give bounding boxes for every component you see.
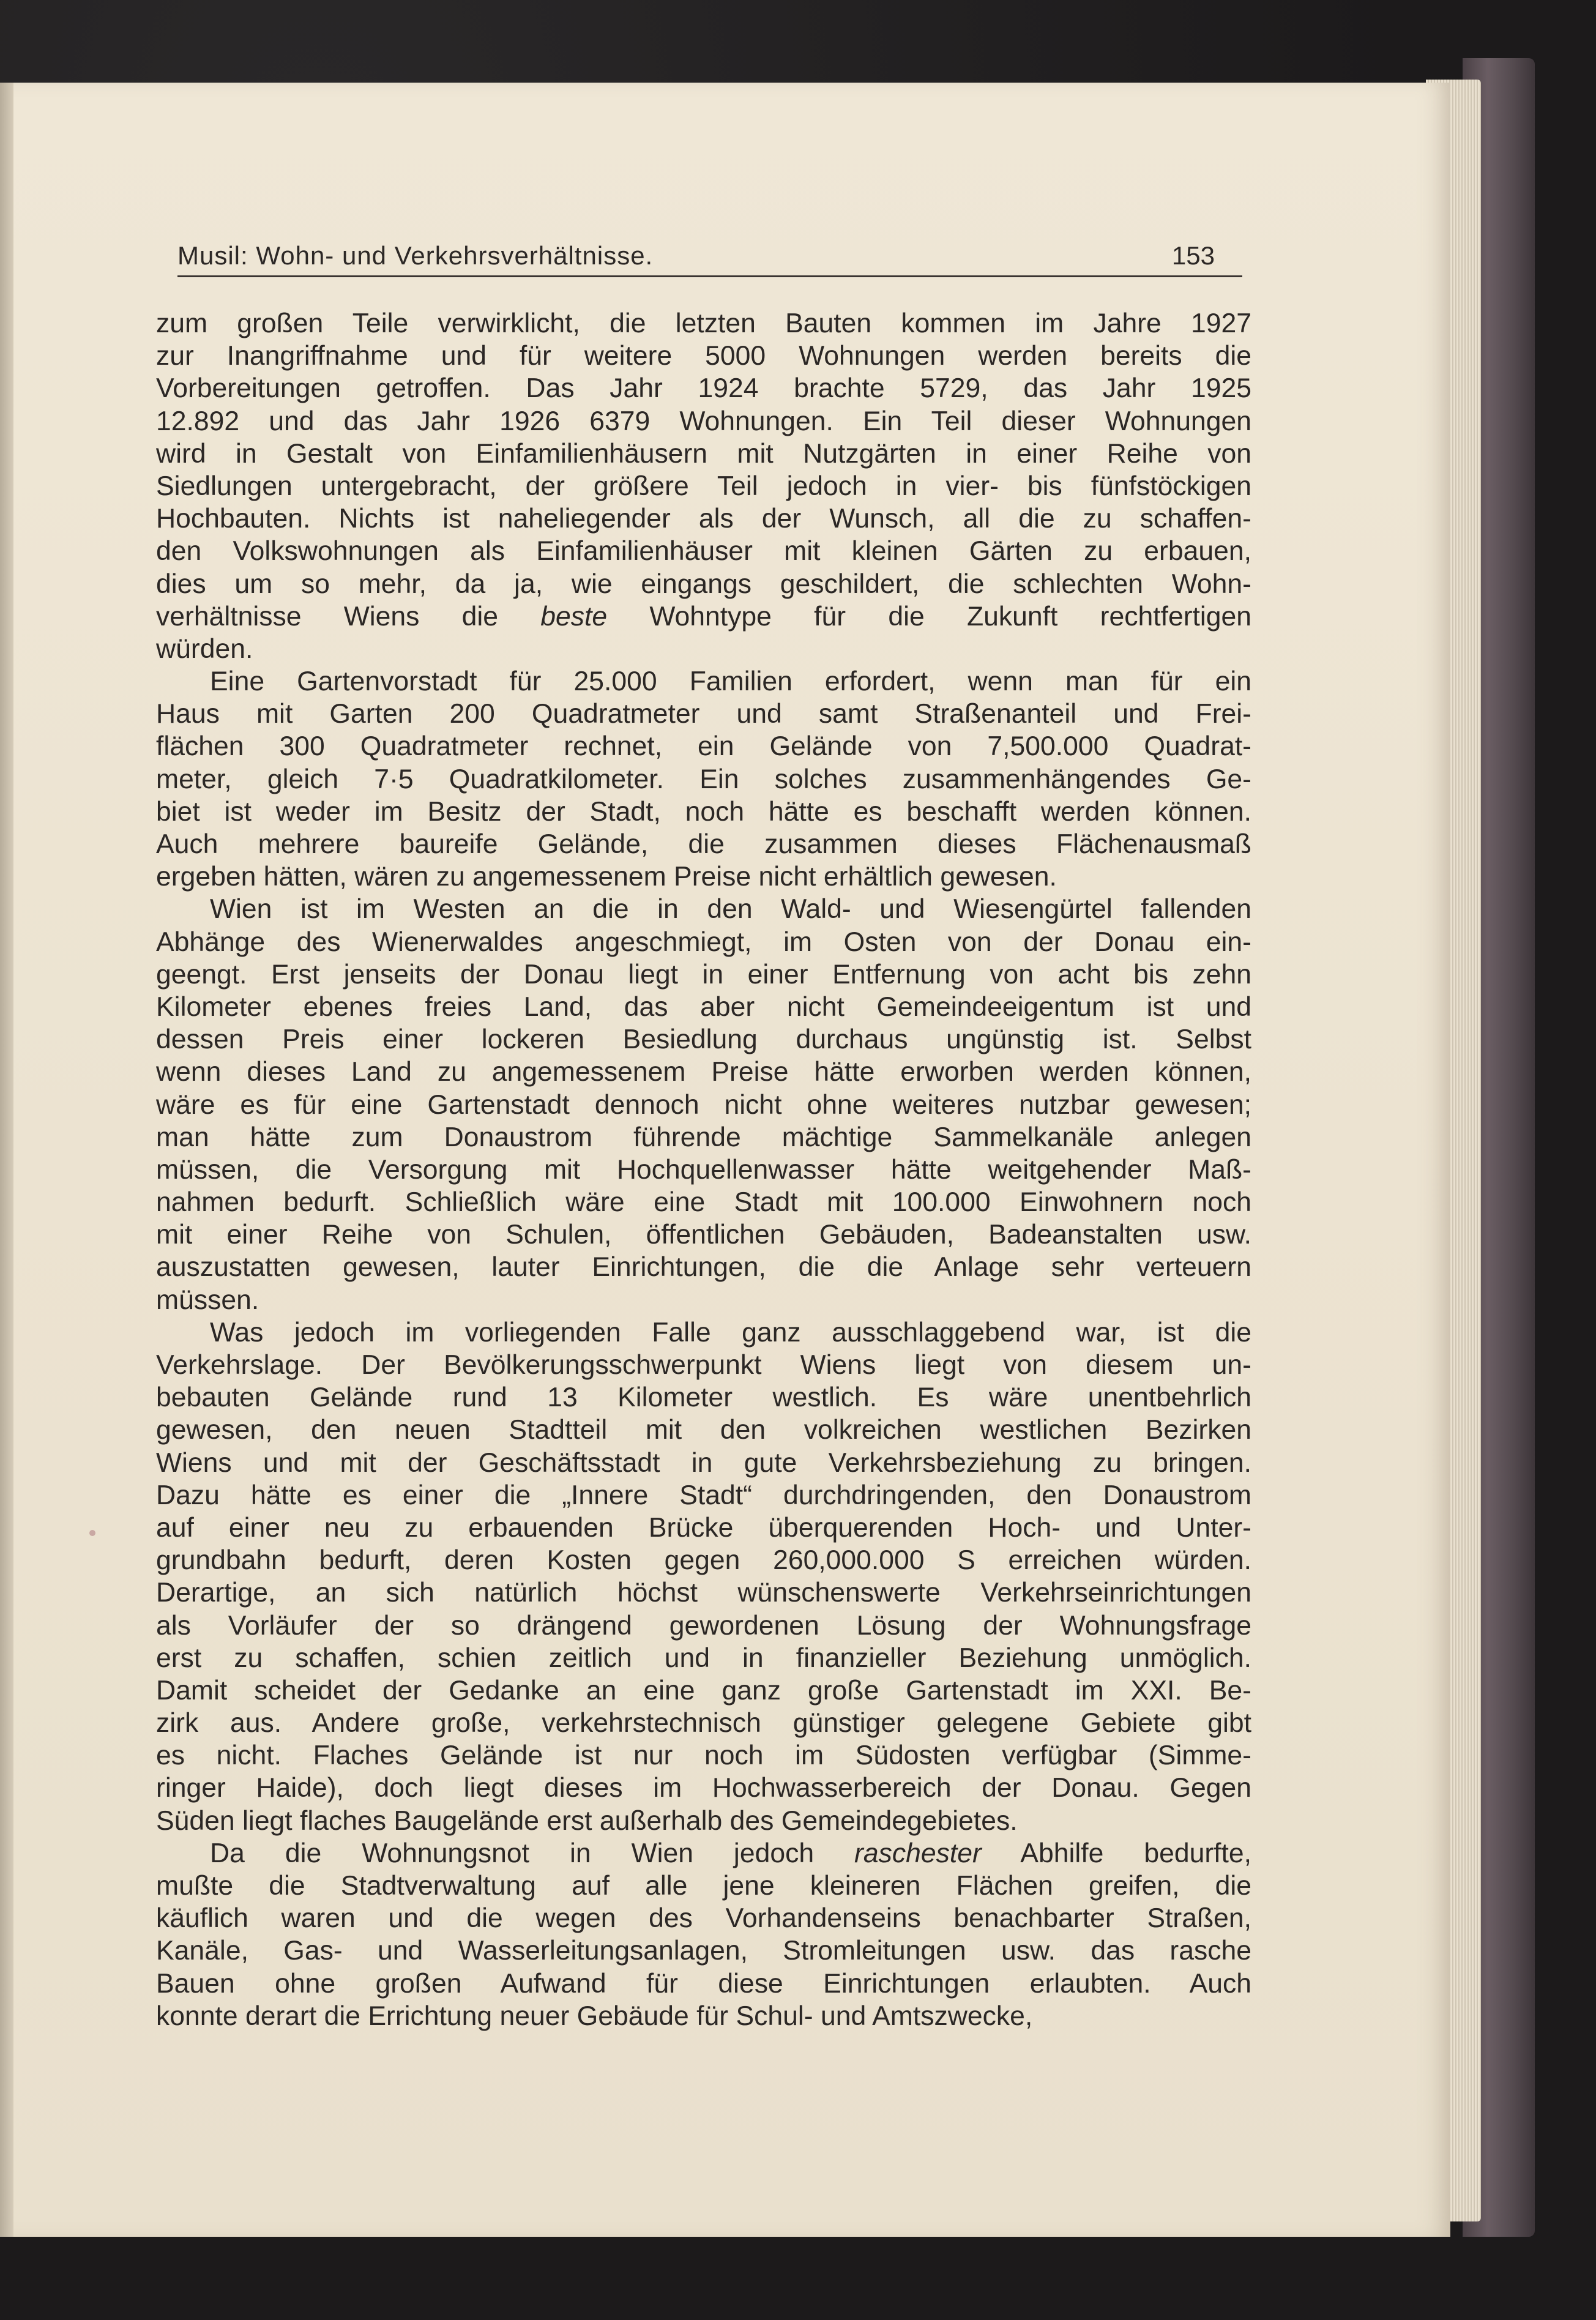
page-blemish — [89, 1530, 95, 1536]
text-line — [156, 1739, 1251, 1772]
text-segment: den Volkswohnungen als Einfamilienhäuser mit kleinen Gärten zu erbauen, — [156, 536, 1251, 567]
text-line — [156, 1576, 1251, 1609]
running-head: Musil: Wohn- und Verkehrsverhältnisse. — [177, 241, 654, 270]
text-segment: auszustatten gewesen, lauter Einrichtungen, die die Anlage sehr verteuern — [156, 1252, 1251, 1283]
text-segment: auf einer neu zu erbauenden Brücke überquerenden Hoch- und Unter- — [156, 1512, 1251, 1543]
text-segment: mußte die Stadtverwaltung auf alle jene kleineren Flächen greifen, die — [156, 1871, 1251, 1901]
text-line — [156, 1349, 1251, 1381]
text-line — [156, 730, 1251, 763]
text-line — [156, 796, 1251, 828]
text-segment: ringer Haide), doch liegt dieses im Hochwasserbereich der Donau. Gegen — [156, 1773, 1251, 1803]
body-text — [156, 307, 1251, 2032]
text-line — [156, 1447, 1251, 1479]
text-line — [156, 1870, 1251, 1902]
text-segment: wäre es für eine Gartenstadt dennoch nicht ohne weiteres nutzbar gewesen; — [156, 1089, 1251, 1120]
text-line — [156, 1218, 1251, 1251]
text-segment: Wohntype für die Zukunft rechtfertigen — [607, 601, 1251, 632]
text-line — [156, 1934, 1251, 1967]
text-segment: ergeben hätten, wären zu angemessenem Preise nicht erhältlich gewesen. — [156, 862, 1057, 892]
text-segment: Kilometer ebenes freies Land, das aber nicht Gemeindeeigentum ist und — [156, 991, 1251, 1022]
text-segment: geengt. Erst jenseits der Donau liegt in einer Entfernung von acht bis zehn — [156, 959, 1251, 990]
text-segment: zum großen Teile verwirklicht, die letzten Bauten kommen im Jahre 1927 — [156, 308, 1251, 338]
text-segment: Da die Wohnungsnot in Wien jedoch — [210, 1838, 855, 1868]
text-line — [156, 1186, 1251, 1218]
text-segment: Bauen ohne großen Aufwand für diese Einrichtungen erlaubten. Auch — [156, 1968, 1251, 1999]
text-segment: müssen, die Versorgung mit Hochquellenwasser hätte weitgehender Maß- — [156, 1154, 1251, 1185]
text-segment: grundbahn bedurft, deren Kosten gegen 260,000.000 S erreichen würden. — [156, 1545, 1251, 1576]
text-line — [156, 958, 1251, 991]
text-line — [156, 1023, 1251, 1056]
text-line — [156, 1251, 1251, 1283]
text-segment: Verkehrslage. Der Bevölkerungsschwerpunkt Wiens liegt von diesem un- — [156, 1350, 1251, 1380]
text-line — [156, 1902, 1251, 1934]
text-line — [156, 340, 1251, 372]
text-line — [156, 1772, 1251, 1804]
text-line — [156, 665, 1251, 698]
text-line — [156, 502, 1251, 535]
text-segment: Süden liegt flaches Baugelände erst außerhalb des Gemeindegebietes. — [156, 1805, 1018, 1836]
text-segment: dies um so mehr, da ja, wie eingangs geschildert, die schlechten Wohn- — [156, 569, 1251, 599]
text-line — [156, 1805, 1251, 1837]
text-segment: nahmen bedurft. Schließlich wäre eine Stadt mit 100.000 Einwohnern noch — [156, 1187, 1251, 1218]
paragraph — [156, 1837, 1251, 2032]
text-segment: Haus mit Garten 200 Quadratmeter und samt Straßenanteil und Frei- — [156, 699, 1251, 729]
text-line — [156, 1642, 1251, 1674]
text-segment: Damit scheidet der Gedanke an eine ganz große Gartenstadt im XXI. Be- — [156, 1675, 1251, 1706]
text-segment: es nicht. Flaches Gelände ist nur noch im Südosten verfügbar (Simme- — [156, 1740, 1251, 1771]
text-line — [156, 1414, 1251, 1446]
text-line — [156, 372, 1251, 405]
text-line — [156, 568, 1251, 600]
text-line — [156, 535, 1251, 567]
text-segment: Abhilfe bedurfte, — [981, 1838, 1251, 1868]
text-line — [156, 405, 1251, 438]
text-segment: konnte derart die Errichtung neuer Gebäude für Schul- und Amtszwecke, — [156, 2001, 1033, 2031]
text-segment: müssen. — [156, 1285, 259, 1315]
text-segment: verhältnisse Wiens die — [156, 601, 541, 632]
text-line — [156, 828, 1251, 860]
text-line — [156, 860, 1251, 893]
text-segment: zirk aus. Andere große, verkehrstechnisch günstiger gelegene Gebiete gibt — [156, 1708, 1251, 1739]
text-line — [156, 1154, 1251, 1186]
text-line — [156, 1316, 1251, 1349]
text-segment: gewesen, den neuen Stadtteil mit den volkreichen westlichen Bezirken — [156, 1415, 1251, 1445]
text-line — [156, 1707, 1251, 1739]
text-segment: wenn dieses Land zu angemessenem Preise hätte erworben werden können, — [156, 1057, 1251, 1087]
text-segment: zur Inangriffnahme und für weitere 5000 Wohnungen werden bereits die — [156, 341, 1251, 371]
text-segment: Abhänge des Wienerwaldes angeschmiegt, im Osten von der Donau ein- — [156, 927, 1251, 957]
text-line — [156, 1674, 1251, 1707]
text-line — [156, 991, 1251, 1023]
text-segment: würden. — [156, 633, 253, 664]
text-line — [156, 1089, 1251, 1121]
page-header — [177, 233, 1242, 277]
text-line — [156, 1837, 1251, 1870]
text-line — [156, 763, 1251, 796]
text-line — [156, 633, 1251, 665]
text-line — [156, 1544, 1251, 1576]
paragraph — [156, 1316, 1251, 1837]
text-line — [156, 698, 1251, 730]
text-line — [156, 307, 1251, 340]
text-line — [156, 1056, 1251, 1088]
text-segment: man hätte zum Donaustrom führende mächtige Sammelkanäle anlegen — [156, 1122, 1251, 1152]
text-line — [156, 470, 1251, 502]
text-segment: dessen Preis einer lockeren Besiedlung durchaus ungünstig ist. Selbst — [156, 1024, 1251, 1055]
text-segment: Kanäle, Gas- und Wasserleitungsanlagen, Stromleitungen usw. das rasche — [156, 1936, 1251, 1966]
paragraph — [156, 665, 1251, 893]
text-segment: Derartige, an sich natürlich höchst wünschenswerte Verkehrseinrichtungen — [156, 1578, 1251, 1608]
text-segment: bebauten Gelände rund 13 Kilometer westlich. Es wäre unentbehrlich — [156, 1382, 1251, 1413]
text-line — [156, 1512, 1251, 1544]
text-line — [156, 926, 1251, 958]
text-segment: flächen 300 Quadratmeter rechnet, ein Gelände von 7,500.000 Quadrat- — [156, 731, 1251, 762]
text-segment: Dazu hätte es einer die „Innere Stadt“ durchdringenden, den Donaustrom — [156, 1480, 1251, 1510]
text-segment: mit einer Reihe von Schulen, öffentlichen Gebäuden, Badeanstalten usw. — [156, 1220, 1251, 1250]
text-segment: Was jedoch im vorliegenden Falle ganz ausschlaggebend war, ist die — [210, 1317, 1251, 1348]
page-number: 153 — [1171, 241, 1215, 270]
text-line — [156, 1381, 1251, 1414]
text-segment: Auch mehrere baureife Gelände, die zusammen dieses Flächenausmaß — [156, 829, 1251, 859]
text-segment: meter, gleich 7·5 Quadratkilometer. Ein solches zusammenhängendes Ge- — [156, 764, 1251, 794]
text-segment: 12.892 und das Jahr 1926 6379 Wohnungen. Ein Teil dieser Wohnungen — [156, 406, 1251, 436]
text-segment: Siedlungen untergebracht, der größere Teil jedoch in vier- bis fünfstöckigen — [156, 471, 1251, 501]
text-line — [156, 1121, 1251, 1154]
text-line — [156, 438, 1251, 470]
text-line — [156, 2000, 1251, 2032]
text-segment: erst zu schaffen, schien zeitlich und in finanzieller Beziehung unmöglich. — [156, 1643, 1251, 1673]
text-line — [156, 893, 1251, 925]
paragraph — [156, 307, 1251, 665]
text-segment: Hochbauten. Nichts ist naheliegender als der Wunsch, all die zu schaffen- — [156, 504, 1251, 534]
text-segment: Vorbereitungen getroffen. Das Jahr 1924 brachte 5729, das Jahr 1925 — [156, 373, 1251, 404]
text-segment: wird in Gestalt von Einfamilienhäusern mit Nutzgärten in einer Reihe von — [156, 438, 1251, 469]
text-segment: Wiens und mit der Geschäftsstadt in gute Verkehrsbeziehung zu bringen. — [156, 1447, 1251, 1478]
text-line — [156, 600, 1251, 633]
text-line — [156, 1284, 1251, 1316]
emphasis-text: beste — [540, 601, 608, 632]
text-segment: biet ist weder im Besitz der Stadt, noch hätte es beschafft werden können. — [156, 796, 1251, 827]
text-segment: Wien ist im Westen an die in den Wald- und Wiesengürtel fallenden — [210, 894, 1251, 925]
text-segment: käuflich waren und die wegen des Vorhandenseins benachbarter Straßen, — [156, 1903, 1251, 1934]
page-binding — [0, 83, 13, 2237]
text-line — [156, 1479, 1251, 1512]
paragraph — [156, 893, 1251, 1316]
text-segment: Eine Gartenvorstadt für 25.000 Familien erfordert, wenn man für ein — [210, 666, 1251, 697]
text-line — [156, 1968, 1251, 2000]
emphasis-text: raschester — [854, 1838, 982, 1868]
text-line — [156, 1609, 1251, 1642]
text-segment: als Vorläufer der so drängend gewordenen Lösung der Wohnungsfrage — [156, 1610, 1251, 1641]
